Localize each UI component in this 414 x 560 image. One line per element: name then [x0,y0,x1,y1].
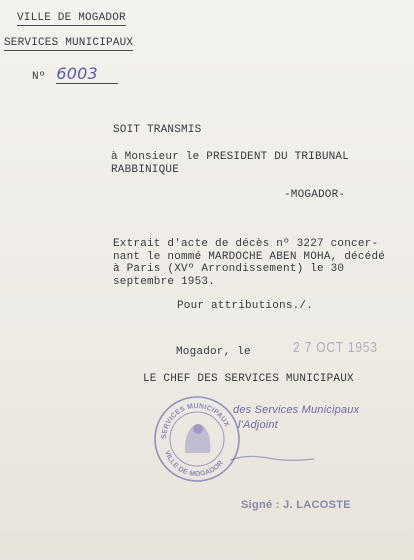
number-label: Nº [32,71,46,83]
number-value: 6003 [56,64,118,84]
department-header: SERVICES MUNICIPAUX [4,37,134,49]
soit-transmis: SOIT TRANSMIS [113,124,202,136]
place-mogador: -MOGADOR- [284,189,346,201]
signatory-title: LE CHEF DES SERVICES MUNICIPAUX [143,373,354,385]
signature-line-2: l'Adjoint [238,419,278,431]
recipient-line-2: RABBINIQUE [111,164,180,176]
pour-attributions: Pour attributions./. [177,300,314,312]
body-line: septembre 1953. [113,275,216,288]
date-place: Mogador, le [176,346,251,358]
body-line: Extrait d'acte de décès nº 3227 concer- [113,238,379,250]
body-line: à Paris (XVº Arrondissement) le 30 [113,263,345,275]
city-header: VILLE DE MOGADOR [17,12,126,24]
body-line: nant le nommé MARDOCHE ABEN MOHA, décédé [113,250,386,263]
signed-name: Signé : J. LACOSTE [241,499,351,511]
date-stamp: 2 7 OCT 1953 [293,339,378,356]
municipal-seal-icon [152,393,242,485]
reference-number [32,64,118,84]
handwritten-signature-icon [228,446,316,470]
body-paragraph [113,238,385,288]
signature-line-1: des Services Municipaux [233,404,360,416]
seal-text-bottom: VILLE DE MOGADOR [163,449,226,479]
seal-text-top: SERVICES MUNICIPAUX [160,402,231,440]
recipient-line-1: à Monsieur le PRESIDENT DU TRIBUNAL [111,151,350,163]
